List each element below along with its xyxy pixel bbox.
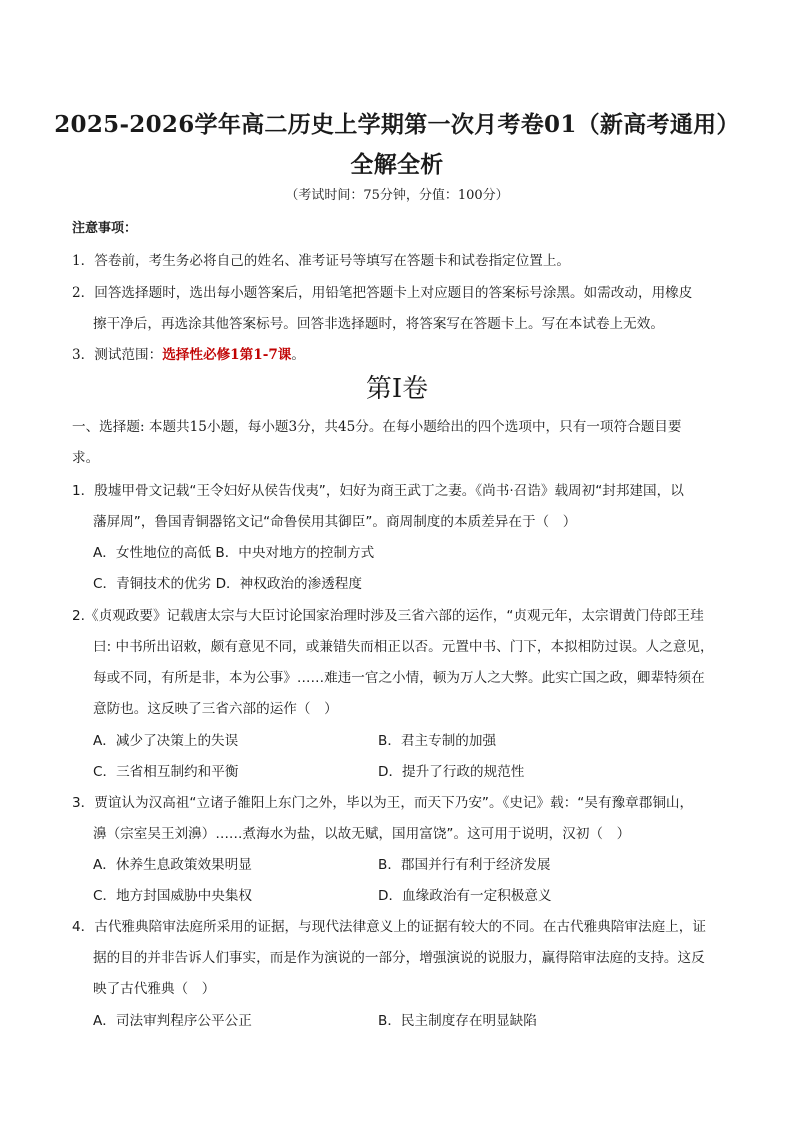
test-scope: 选择性必修1第1-7课 xyxy=(162,347,292,363)
section-intro-line-1: 一、选择题: 本题共15小题，每小题3分，共45分。在每小题给出的四个选项中，只有一项符合题目要 xyxy=(72,419,682,435)
question-4-line-3: 映了古代雅典（ ） xyxy=(93,981,216,997)
option-c: C．地方封国威胁中央集权 xyxy=(93,888,253,904)
notice-3-prefix: 3．测试范围： xyxy=(72,347,163,363)
question-3-line-1: 3．贾谊认为汉高祖“立诸子雒阳上东门之外，毕以为王，而天下乃安”。《史记》载：“吴有豫章郡铜山， xyxy=(72,795,694,811)
notice-heading: 注意事项： xyxy=(72,221,138,236)
option-a: A．减少了决策上的失误 xyxy=(93,733,239,749)
option-a: A．休养生息政策效果明显 xyxy=(93,857,252,873)
question-2-line-3: 每或不同，有所是非，本为公事》……难违一官之小情，顿为万人之大弊。此实亡国之政，卿辈特须在 xyxy=(93,670,705,686)
question-3-line-2: 濞（宗室吴王刘濞）……煮海水为盐，以故无赋，国用富饶”。这可用于说明，汉初（ ） xyxy=(93,826,631,842)
question-4-line-1: 4．古代雅典陪审法庭所采用的证据，与现代法律意义上的证据有较大的不同。在古代雅典陪审法庭上，证 xyxy=(72,919,706,935)
option-a: A．女性地位的高低 xyxy=(93,545,212,561)
option-d: D．血缘政治有一定积极意义 xyxy=(378,888,552,904)
document-title: 2025-2026学年高二历史上学期第一次月考卷01（新高考通用） xyxy=(54,111,740,138)
question-2-line-2: 曰: 中书所出诏敕，颇有意见不同，或兼错失而相正以否。元置中书、门下，本拟相防过误。人之意见， xyxy=(93,639,714,655)
question-1-line-1: 1．殷墟甲骨文记载“王令妇好从侯告伐夷”，妇好为商王武丁之妻。《尚书·召诰》载周初“封邦建国，以 xyxy=(72,483,684,499)
question-1-line-2: 藩屏周”，鲁国青铜器铭文记“命鲁侯用其御臣”。商周制度的本质差异在于（ ） xyxy=(93,514,577,530)
option-d: D．神权政治的渗透程度 xyxy=(215,576,362,592)
notice-2-line-1: 2．回答选择题时，选出每小题答案后，用铅笔把答题卡上对应题目的答案标号涂黑。如需改动，用橡皮 xyxy=(72,285,693,301)
notice-2-line-2: 擦干净后，再选涂其他答案标号。回答非选择题时，将答案写在答题卡上。写在本试卷上无效。 xyxy=(93,316,664,332)
option-d: D．提升了行政的规范性 xyxy=(378,764,525,780)
question-1-option xyxy=(93,541,374,561)
section-intro-line-2: 求。 xyxy=(72,450,100,466)
notice-3-suffix: 。 xyxy=(291,347,305,363)
option-b: B．君主专制的加强 xyxy=(378,733,497,749)
question-2-line-1: 2.《贞观政要》记载唐太宗与大臣讨论国家治理时涉及三省六部的运作，“贞观元年，太宗谓黄门侍郎王珪 xyxy=(72,608,704,624)
notice-3 xyxy=(72,343,305,363)
option-b: B．民主制度存在明显缺陷 xyxy=(378,1013,537,1029)
option-a: A．司法审判程序公平公正 xyxy=(93,1013,252,1029)
document-subtitle: 全解全析 xyxy=(350,151,444,178)
notice-1: 1．答卷前，考生务必将自己的姓名、准考证号等填写在答题卡和试卷指定位置上。 xyxy=(72,253,571,269)
question-1-option xyxy=(93,572,362,592)
question-4-line-2: 据的目的并非告诉人们事实，而是作为演说的一部分，增强演说的说服力，赢得陪审法庭的支持。这反 xyxy=(93,950,705,966)
question-2-line-4: 意防也。这反映了三省六部的运作（ ） xyxy=(93,701,338,717)
exam-info: （考试时间：75分钟，分值：100分） xyxy=(285,188,509,203)
option-c: C．三省相互制约和平衡 xyxy=(93,764,239,780)
option-b: B．郡国并行有利于经济发展 xyxy=(378,857,551,873)
volume-heading: 第Ⅰ卷 xyxy=(365,374,429,404)
option-b: B．中央对地方的控制方式 xyxy=(215,545,375,561)
option-c: C．青铜技术的优劣 xyxy=(93,576,212,592)
